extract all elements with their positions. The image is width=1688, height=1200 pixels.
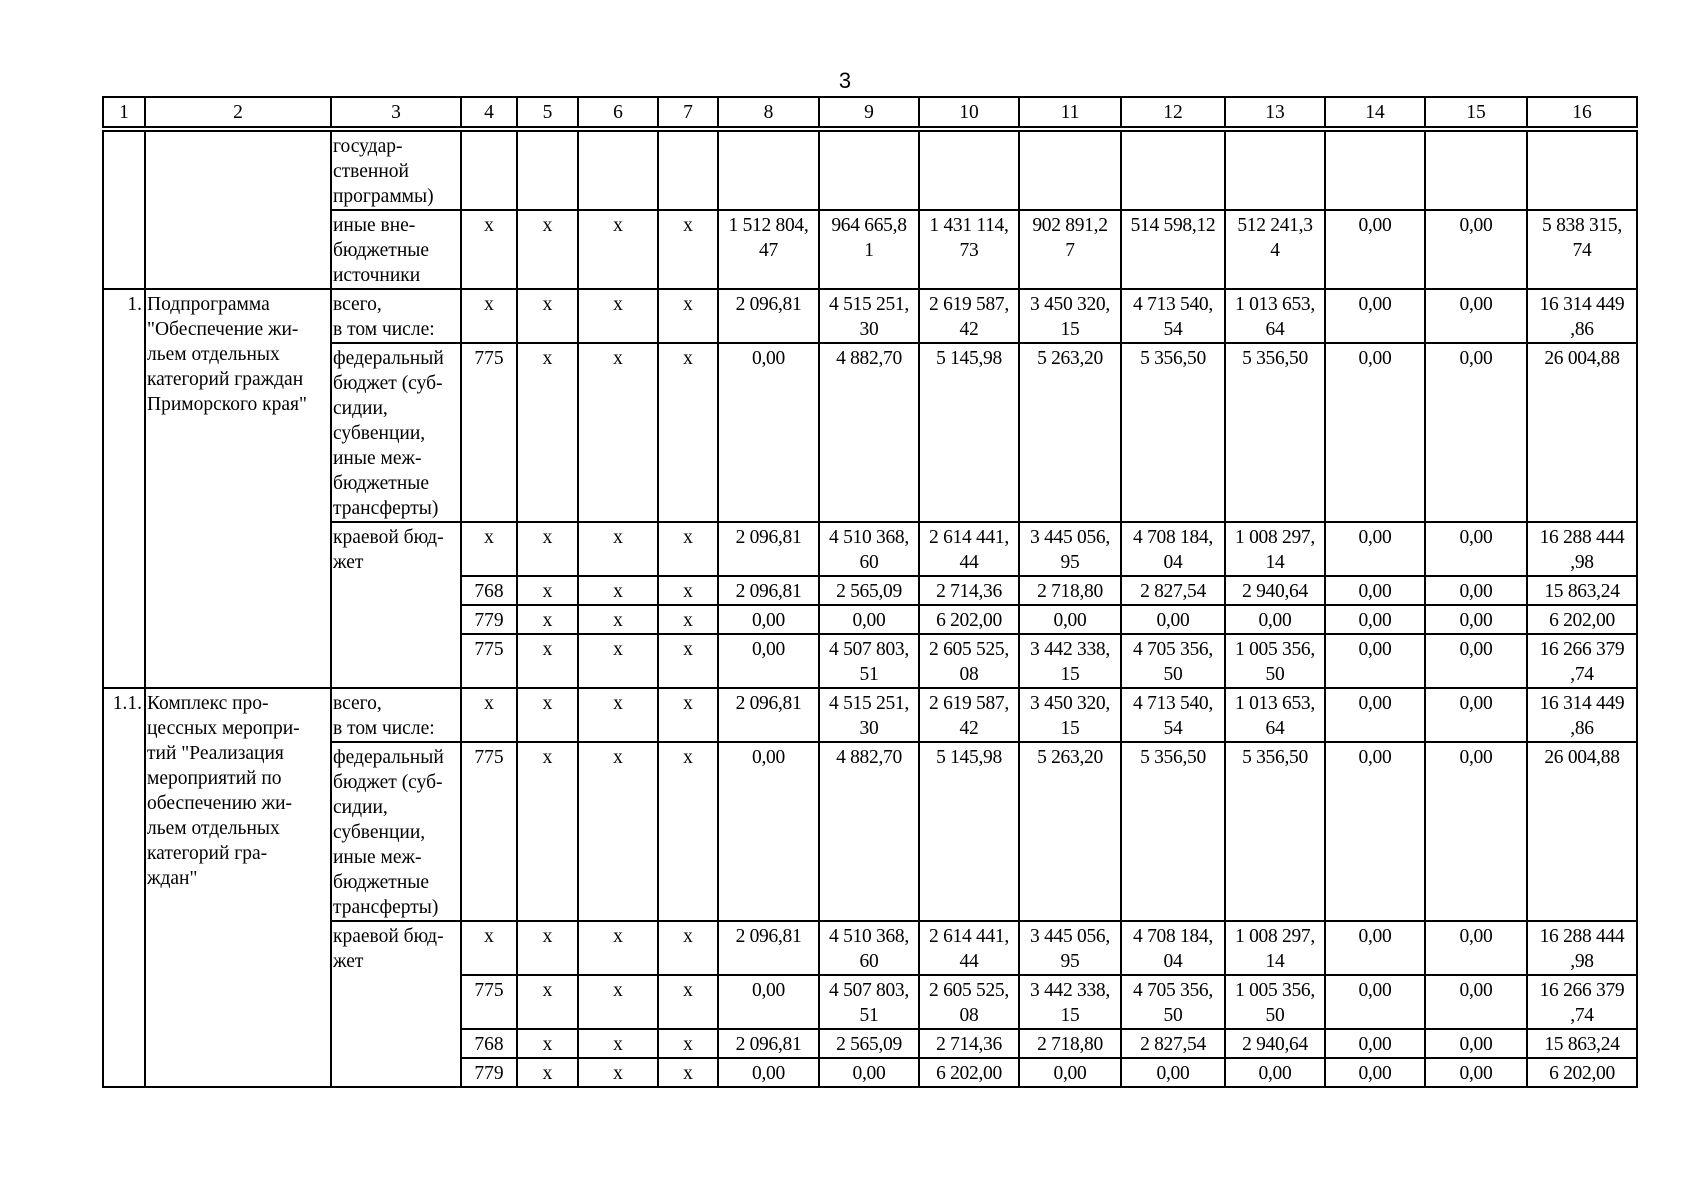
code-cell: x [578,210,658,289]
code-cell: x [658,1058,718,1087]
amount-cell: 4 705 356, 50 [1121,634,1225,688]
amount-cell: 902 891,2 7 [1019,210,1121,289]
amount-cell: 0,00 [718,605,819,634]
column-header: 9 [819,97,919,127]
column-header: 5 [517,97,578,127]
code-cell: x [517,605,578,634]
column-header: 7 [658,97,718,127]
column-header: 11 [1019,97,1121,127]
amount-cell: 3 450 320, 15 [1019,688,1121,742]
amount-cell: 4 882,70 [819,343,919,522]
code-cell: x [517,634,578,688]
amount-cell: 2 096,81 [718,289,819,343]
amount-cell: 0,00 [1325,921,1425,975]
amount-cell: 15 863,24 [1527,1029,1637,1058]
amount-cell: 1 005 356, 50 [1225,634,1325,688]
code-cell: x [517,742,578,921]
amount-cell: 0,00 [1425,522,1527,576]
code-cell: 779 [461,1058,517,1087]
amount-cell: 0,00 [718,742,819,921]
code-cell: x [461,688,517,742]
code-cell: x [658,210,718,289]
amount-cell: 964 665,8 1 [819,210,919,289]
amount-cell: 1 008 297, 14 [1225,921,1325,975]
amount-cell: 2 827,54 [1121,1029,1225,1058]
amount-cell: 16 314 449 ,86 [1527,289,1637,343]
amount-cell: 4 705 356, 50 [1121,975,1225,1029]
amount-cell [819,131,919,210]
code-cell: x [578,522,658,576]
code-cell: x [658,605,718,634]
amount-cell: 1 512 804, 47 [718,210,819,289]
amount-cell: 26 004,88 [1527,742,1637,921]
amount-cell: 2 096,81 [718,688,819,742]
code-cell: 779 [461,605,517,634]
amount-cell: 6 202,00 [1527,605,1637,634]
column-header: 3 [331,97,461,127]
amount-cell: 0,00 [819,1058,919,1087]
amount-cell: 2 565,09 [819,576,919,605]
code-cell: x [658,921,718,975]
amount-cell: 1 013 653, 64 [1225,289,1325,343]
amount-cell: 2 605 525, 08 [919,975,1019,1029]
amount-cell: 3 442 338, 15 [1019,634,1121,688]
amount-cell: 4 515 251, 30 [819,289,919,343]
row-number-cell [103,131,145,289]
code-cell: x [658,576,718,605]
code-cell: x [517,921,578,975]
amount-cell: 2 096,81 [718,921,819,975]
column-header: 16 [1527,97,1637,127]
table-row [103,921,1637,975]
table-row [103,688,1637,742]
funding-source-cell: всего, в том числе: [331,289,461,343]
amount-cell: 0,00 [1325,1029,1425,1058]
page-number: 3 [838,68,852,93]
amount-cell: 0,00 [1325,289,1425,343]
amount-cell: 2 714,36 [919,1029,1019,1058]
amount-cell: 2 718,80 [1019,1029,1121,1058]
amount-cell: 2 714,36 [919,576,1019,605]
amount-cell: 5 263,20 [1019,343,1121,522]
code-cell: x [517,576,578,605]
amount-cell: 6 202,00 [1527,1058,1637,1087]
amount-cell: 0,00 [1425,634,1527,688]
amount-cell: 2 827,54 [1121,576,1225,605]
code-cell: x [461,522,517,576]
amount-cell: 16 266 379 ,74 [1527,975,1637,1029]
code-cell: x [658,688,718,742]
amount-cell: 2 614 441, 44 [919,921,1019,975]
code-cell: x [517,688,578,742]
column-header: 14 [1325,97,1425,127]
amount-cell: 0,00 [1325,742,1425,921]
column-header: 12 [1121,97,1225,127]
amount-cell: 0,00 [1425,576,1527,605]
code-cell [658,131,718,210]
funding-source-cell: всего, в том числе: [331,688,461,742]
header-row [103,97,1637,127]
amount-cell: 16 288 444 ,98 [1527,522,1637,576]
amount-cell [1019,131,1121,210]
amount-cell: 16 266 379 ,74 [1527,634,1637,688]
amount-cell: 5 356,50 [1121,343,1225,522]
amount-cell: 0,00 [819,605,919,634]
code-cell: x [578,634,658,688]
amount-cell: 0,00 [1425,975,1527,1029]
amount-cell: 5 356,50 [1121,742,1225,921]
amount-cell: 2 614 441, 44 [919,522,1019,576]
amount-cell: 0,00 [1425,289,1527,343]
code-cell: x [461,921,517,975]
amount-cell: 16 288 444 ,98 [1527,921,1637,975]
amount-cell: 2 619 587, 42 [919,289,1019,343]
table-row [103,343,1637,522]
code-cell: x [461,210,517,289]
amount-cell: 2 718,80 [1019,576,1121,605]
amount-cell: 0,00 [1325,688,1425,742]
amount-cell: 0,00 [1325,576,1425,605]
code-cell [517,131,578,210]
amount-cell: 16 314 449 ,86 [1527,688,1637,742]
amount-cell [1425,131,1527,210]
amount-cell: 5 263,20 [1019,742,1121,921]
amount-cell: 4 515 251, 30 [819,688,919,742]
code-cell: x [578,975,658,1029]
amount-cell: 4 882,70 [819,742,919,921]
amount-cell: 0,00 [1425,1058,1527,1087]
code-cell: x [517,975,578,1029]
amount-cell: 1 431 114, 73 [919,210,1019,289]
amount-cell [718,131,819,210]
amount-cell: 26 004,88 [1527,343,1637,522]
amount-cell: 4 507 803, 51 [819,975,919,1029]
amount-cell: 2 096,81 [718,576,819,605]
amount-cell: 2 565,09 [819,1029,919,1058]
amount-cell: 4 510 368, 60 [819,522,919,576]
amount-cell: 0,00 [1225,1058,1325,1087]
code-cell: x [658,522,718,576]
column-header: 10 [919,97,1019,127]
amount-cell: 6 202,00 [919,605,1019,634]
program-name-cell [145,131,331,289]
funding-source-cell: краевой бюд- жет [331,522,461,688]
amount-cell: 0,00 [1425,343,1527,522]
amount-cell: 0,00 [1019,1058,1121,1087]
code-cell: 775 [461,975,517,1029]
code-cell: x [578,1029,658,1058]
code-cell: 775 [461,742,517,921]
funding-source-cell: краевой бюд- жет [331,921,461,1087]
code-cell: x [658,975,718,1029]
amount-cell: 0,00 [1425,210,1527,289]
amount-cell: 5 145,98 [919,742,1019,921]
program-name-cell: Подпрограмма "Обеспечение жи- льем отдельных категорий граждан Приморского края" [145,289,331,688]
amount-cell: 512 241,3 4 [1225,210,1325,289]
amount-cell: 0,00 [1425,921,1527,975]
amount-cell: 4 713 540, 54 [1121,289,1225,343]
code-cell: x [517,1029,578,1058]
code-cell: x [578,742,658,921]
funding-source-cell: государ- ственной программы) [331,131,461,210]
code-cell [578,131,658,210]
code-cell: x [517,522,578,576]
code-cell: x [578,576,658,605]
amount-cell: 0,00 [1325,522,1425,576]
amount-cell [1527,131,1637,210]
code-cell: 768 [461,576,517,605]
amount-cell: 0,00 [1121,605,1225,634]
amount-cell: 0,00 [1325,605,1425,634]
amount-cell: 3 442 338, 15 [1019,975,1121,1029]
program-name-cell: Комплекс про- цессных меропри- тий "Реализация мероприятий по обеспечению жи- льем отдельных категорий гра- ждан" [145,688,331,1087]
amount-cell: 3 450 320, 15 [1019,289,1121,343]
amount-cell: 0,00 [1225,605,1325,634]
code-cell [461,131,517,210]
code-cell: x [578,343,658,522]
code-cell: 775 [461,634,517,688]
code-cell: x [578,921,658,975]
amount-cell: 4 708 184, 04 [1121,522,1225,576]
funding-source-cell: федеральный бюджет (суб- сидии, субвенции, иные меж- бюджетные трансферты) [331,343,461,522]
code-cell: x [461,289,517,343]
code-cell: x [658,289,718,343]
code-cell: 775 [461,343,517,522]
budget-table [102,130,1638,1088]
amount-cell: 2 619 587, 42 [919,688,1019,742]
code-cell: x [517,210,578,289]
column-header: 15 [1425,97,1527,127]
amount-cell: 0,00 [718,634,819,688]
code-cell: x [658,634,718,688]
amount-cell: 1 005 356, 50 [1225,975,1325,1029]
amount-cell: 0,00 [1019,605,1121,634]
amount-cell: 4 713 540, 54 [1121,688,1225,742]
table-row [103,210,1637,289]
column-header: 6 [578,97,658,127]
amount-cell: 514 598,12 [1121,210,1225,289]
column-header: 2 [145,97,331,127]
code-cell: x [658,1029,718,1058]
code-cell: x [517,1058,578,1087]
amount-cell: 2 096,81 [718,1029,819,1058]
row-number-cell: 1.1. [103,688,145,1087]
amount-cell: 5 838 315, 74 [1527,210,1637,289]
funding-source-cell: иные вне- бюджетные источники [331,210,461,289]
column-header: 4 [461,97,517,127]
amount-cell [919,131,1019,210]
amount-cell: 2 096,81 [718,522,819,576]
column-header: 1 [103,97,145,127]
amount-cell: 0,00 [1325,634,1425,688]
amount-cell: 0,00 [718,1058,819,1087]
amount-cell: 0,00 [1121,1058,1225,1087]
code-cell: x [578,688,658,742]
code-cell: x [517,343,578,522]
column-number-header [102,96,1638,128]
amount-cell: 0,00 [1325,210,1425,289]
table-row [103,131,1637,210]
amount-cell: 5 145,98 [919,343,1019,522]
amount-cell: 1 008 297, 14 [1225,522,1325,576]
table-row [103,742,1637,921]
amount-cell: 4 708 184, 04 [1121,921,1225,975]
amount-cell: 6 202,00 [919,1058,1019,1087]
amount-cell: 2 605 525, 08 [919,634,1019,688]
amount-cell: 5 356,50 [1225,742,1325,921]
code-cell: x [658,742,718,921]
amount-cell: 0,00 [718,343,819,522]
amount-cell: 5 356,50 [1225,343,1325,522]
code-cell: x [578,1058,658,1087]
amount-cell: 0,00 [1425,742,1527,921]
code-cell: 768 [461,1029,517,1058]
amount-cell: 2 940,64 [1225,1029,1325,1058]
table-row [103,289,1637,343]
amount-cell [1225,131,1325,210]
amount-cell: 0,00 [1425,605,1527,634]
amount-cell [1325,131,1425,210]
amount-cell: 0,00 [1425,1029,1527,1058]
amount-cell: 1 013 653, 64 [1225,688,1325,742]
amount-cell: 0,00 [718,975,819,1029]
amount-cell: 4 507 803, 51 [819,634,919,688]
code-cell: x [578,605,658,634]
code-cell: x [658,343,718,522]
amount-cell: 2 940,64 [1225,576,1325,605]
amount-cell: 3 445 056, 95 [1019,522,1121,576]
amount-cell: 0,00 [1325,975,1425,1029]
funding-source-cell: федеральный бюджет (суб- сидии, субвенции, иные меж- бюджетные трансферты) [331,742,461,921]
amount-cell [1121,131,1225,210]
amount-cell: 0,00 [1425,688,1527,742]
row-number-cell: 1. [103,289,145,688]
amount-cell: 0,00 [1325,343,1425,522]
amount-cell: 4 510 368, 60 [819,921,919,975]
column-header: 13 [1225,97,1325,127]
code-cell: x [578,289,658,343]
code-cell: x [517,289,578,343]
column-header: 8 [718,97,819,127]
table-row [103,522,1637,576]
amount-cell: 0,00 [1325,1058,1425,1087]
amount-cell: 3 445 056, 95 [1019,921,1121,975]
amount-cell: 15 863,24 [1527,576,1637,605]
